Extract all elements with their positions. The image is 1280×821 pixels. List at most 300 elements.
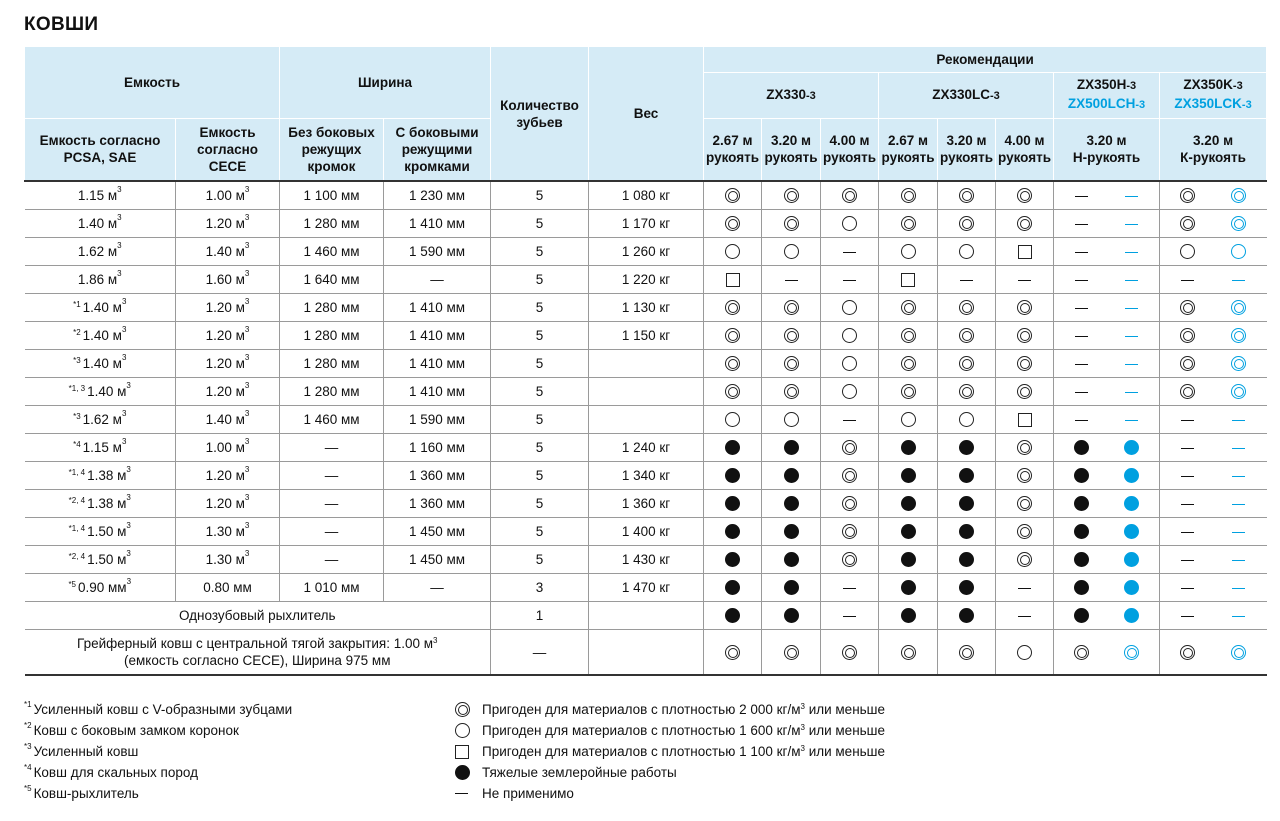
symbol-double-icon [1231,216,1246,231]
symbol-dash-icon [843,420,856,422]
table-row [25,350,1267,378]
width-no-side-cell: 1 460 мм [280,406,384,434]
cap-cece-cell [176,210,280,238]
cap-cece-value: 1.20 м [205,356,245,371]
footnote-mark: *1 [24,700,32,709]
symbol-open-icon [842,328,857,343]
rec-pair-cell [1054,266,1160,294]
symbol-dash-icon [1232,616,1245,618]
rec-cell [996,294,1054,322]
symbol-dash-icon [1232,504,1245,506]
rec-cell [762,518,821,546]
symbol-dash-icon [843,280,856,282]
superscript: 3 [244,409,250,418]
symbol-dash-icon [1075,280,1088,282]
rec-cell [996,406,1054,434]
weight-cell [589,630,704,676]
header-cap-pcsa: Емкость согласно PCSA, SAE [25,118,176,181]
rec-cell [821,378,879,406]
footnote-mark: *2 [73,328,81,337]
legend-item [455,783,885,804]
symbol-filled-icon [725,552,740,567]
weight-cell [589,378,704,406]
symbol-double-icon [901,356,916,371]
weight-cell: 1 470 кг [589,574,704,602]
width-side-cell: 1 450 мм [384,546,491,574]
rec-cell [938,322,996,350]
superscript: 3 [117,213,122,222]
weight-cell: 1 240 кг [589,434,704,462]
symbol-filled-icon [1124,440,1139,455]
table-row [25,574,1267,602]
table-row [25,518,1267,546]
rec-cell [821,630,879,676]
rec-pair-cell [1160,630,1267,676]
superscript: 3 [117,185,122,194]
symbol-double-icon [1017,496,1032,511]
symbol-filled-icon [725,524,740,539]
symbol-dash-icon [1181,504,1194,506]
symbol-open-icon [1231,244,1246,259]
symbol-open-icon [725,412,740,427]
symbol-open-icon [1017,645,1032,660]
symbol-filled-icon [1074,440,1089,455]
cap-cece-value: 1.30 м [205,524,245,539]
teeth-cell: 5 [491,378,589,406]
cap-pcsa-cell [25,462,176,490]
legend-label: Пригоден для материалов с плотностью 1 600 кг/м [482,723,801,738]
symbol-double-icon [842,645,857,660]
rec-cell [704,378,762,406]
symbol-double-icon [784,300,799,315]
cap-cece-cell [176,546,280,574]
symbol-double-icon [842,468,857,483]
symbol-filled-icon [959,440,974,455]
teeth-cell: 5 [491,266,589,294]
cap-pcsa-value: 1.15 м [82,440,122,455]
symbol-square-icon [1018,413,1032,427]
cap-pcsa-cell [25,238,176,266]
cap-pcsa-value: 1.62 м [82,412,122,427]
rec-cell [879,574,938,602]
footnote-text: Ковш-рыхлитель [33,786,139,801]
buckets-table [24,47,1267,676]
symbol-filled-icon [1124,608,1139,623]
symbol-dash-icon [1075,252,1088,254]
width-no-side-cell: 1 010 мм [280,574,384,602]
symbol-double-icon [842,524,857,539]
symbol-dash-icon [1181,448,1194,450]
rec-pair-cell [1160,350,1267,378]
symbol-filled-icon [901,608,916,623]
symbol-double-icon [1231,188,1246,203]
symbol-dash-icon [1075,196,1088,198]
header-width: Ширина [280,47,491,118]
symbol-double-icon [1180,328,1195,343]
superscript: 3 [244,521,250,530]
symbol-double-icon [901,300,916,315]
symbol-dash-icon [1181,588,1194,590]
symbol-double-icon [725,188,740,203]
rec-cell [762,630,821,676]
header-arm-267: 2.67 м рукоять [704,118,762,181]
cap-cece-value: 1.20 м [205,496,245,511]
superscript: 3 [244,269,250,278]
symbol-double-icon [1017,216,1032,231]
symbol-filled-icon [1074,580,1089,595]
teeth-cell: 5 [491,210,589,238]
header-k-arm: 3.20 м К-рукоять [1160,118,1267,181]
superscript: 3 [121,297,127,306]
cap-cece-cell [176,406,280,434]
teeth-cell: 5 [491,462,589,490]
footnote-mark: *1 [73,300,81,309]
width-side-cell: 1 590 мм [384,406,491,434]
symbol-dash-icon [960,280,973,282]
table-row [25,490,1267,518]
symbol-dash-icon [785,280,798,282]
legend-tail: или меньше [804,702,886,717]
rec-pair-cell [1054,630,1160,676]
rec-cell [821,602,879,630]
symbol-dash-icon [1181,280,1194,282]
symbol-double-icon [1180,300,1195,315]
symbol-double-icon [1180,188,1195,203]
width-no-side-cell: 1 280 мм [280,294,384,322]
symbol-open-icon [842,356,857,371]
footnote-item [24,783,292,804]
cap-pcsa-value: 1.38 м [87,468,127,483]
rec-cell [996,238,1054,266]
symbol-dash-icon [1125,364,1138,366]
rec-pair-cell [1160,462,1267,490]
rec-cell [938,266,996,294]
symbol-filled-icon [784,580,799,595]
header-cap-cece: Емкость согласно CECE [176,118,280,181]
superscript: 3 [244,437,250,446]
symbol-dash-icon [1125,224,1138,226]
symbol-filled-icon [1124,580,1139,595]
ripper-label: Однозубовый рыхлитель [25,602,491,630]
width-no-side-cell: 1 280 мм [280,322,384,350]
width-side-cell: 1 590 мм [384,238,491,266]
rec-cell [821,238,879,266]
rec-cell [704,546,762,574]
cap-pcsa-value: 1.40 м [87,384,127,399]
superscript: 3 [244,185,250,194]
rec-pair-cell [1054,238,1160,266]
weight-cell: 1 220 кг [589,266,704,294]
rec-cell [704,294,762,322]
weight-cell: 1 360 кг [589,490,704,518]
rec-pair-cell [1160,434,1267,462]
footnote-mark: *3 [73,356,81,365]
rec-cell [879,322,938,350]
rec-cell [879,266,938,294]
width-no-side-cell: 1 280 мм [280,210,384,238]
rec-cell [996,574,1054,602]
symbol-double-icon [1017,440,1032,455]
legend-text [482,741,885,762]
header-model-zx350h: ZX350H-3 ZX500LCH-3 [1054,72,1160,118]
symbol-square-icon [1018,245,1032,259]
footnote-text: Усиленный ковш с V-образными зубцами [33,702,293,717]
superscript: 3 [126,521,131,530]
header-h-arm: 3.20 м Н-рукоять [1054,118,1160,181]
header-recommendations: Рекомендации [704,47,1267,72]
rec-cell [821,350,879,378]
rec-cell [821,462,879,490]
header-teeth: Количество зубьев [491,47,589,181]
symbol-double-icon [1017,300,1032,315]
rec-pair-cell [1054,462,1160,490]
rec-pair-cell [1160,546,1267,574]
rec-cell [996,181,1054,210]
rec-cell [879,602,938,630]
rec-cell [938,294,996,322]
footnote-mark: *1, 3 [68,384,86,393]
symbol-double-icon [959,216,974,231]
cap-cece-value: 1.60 м [205,272,245,287]
symbol-dash-icon [1232,476,1245,478]
symbol-open-icon [959,412,974,427]
superscript: 3 [244,213,250,222]
symbol-double-icon [959,356,974,371]
cap-pcsa-value: 1.50 м [87,552,127,567]
symbol-dash-icon [455,793,468,795]
rec-pair-cell [1054,294,1160,322]
rec-cell [762,294,821,322]
table-row [25,378,1267,406]
cap-pcsa-cell [25,574,176,602]
cap-cece-cell [176,574,280,602]
cap-cece-value: 1.00 м [205,440,245,455]
rec-pair-cell [1160,518,1267,546]
symbol-dash-icon [1125,196,1138,198]
symbol-dash-icon [1075,420,1088,422]
symbol-double-icon [1017,384,1032,399]
footnote-mark: *3 [24,742,32,751]
symbol-filled-icon [1124,552,1139,567]
rec-cell [762,574,821,602]
cap-pcsa-value: 1.38 м [87,496,127,511]
rec-cell [821,294,879,322]
cap-cece-value: 1.20 м [205,300,245,315]
rec-cell [821,266,879,294]
rec-pair-cell [1160,602,1267,630]
symbol-filled-icon [725,496,740,511]
rec-cell [821,518,879,546]
footnotes-list [24,699,292,804]
symbol-filled-icon [959,524,974,539]
rec-cell [938,210,996,238]
legend-item [455,762,885,783]
symbol-filled-icon [725,440,740,455]
rec-cell [762,546,821,574]
rec-cell [821,181,879,210]
rec-cell [996,350,1054,378]
rec-cell [704,322,762,350]
symbol-dash-icon [1125,420,1138,422]
rec-cell [704,238,762,266]
width-no-side-cell: 1 460 мм [280,238,384,266]
width-no-side-cell: 1 100 мм [280,181,384,210]
rec-cell [938,518,996,546]
rec-cell [821,574,879,602]
header-arm-400: 4.00 м рукоять [821,118,879,181]
legend-item [455,699,885,720]
rec-cell [879,630,938,676]
weight-cell [589,602,704,630]
footnote-mark: *5 [68,580,76,589]
symbol-dash-icon [1018,616,1031,618]
rec-cell [996,378,1054,406]
symbol-open-icon [784,244,799,259]
cap-pcsa-value: 0.90 мм [78,580,127,595]
teeth-cell: 5 [491,406,589,434]
header-width-no-side: Без боковых режущих кромок [280,118,384,181]
symbol-double-icon [1231,328,1246,343]
symbol-open-icon [784,412,799,427]
legend-label: Тяжелые землеройные работы [482,765,677,780]
rec-cell [821,406,879,434]
superscript: 3 [121,325,127,334]
legend-label: Не применимо [482,786,574,801]
rec-pair-cell [1160,378,1267,406]
teeth-cell: 5 [491,238,589,266]
rec-cell [938,630,996,676]
width-no-side-cell: — [280,490,384,518]
symbol-double-icon [784,356,799,371]
symbol-double-icon [1231,356,1246,371]
header-model-zx330lc: ZX330LC-3 [879,72,1054,118]
cap-pcsa-cell [25,434,176,462]
legend-item [455,720,885,741]
rec-cell [996,434,1054,462]
table-body [25,181,1267,675]
rec-cell [704,490,762,518]
symbol-double-icon [959,645,974,660]
superscript: 3 [121,437,127,446]
rec-cell [938,181,996,210]
symbol-filled-icon [1124,468,1139,483]
teeth-cell: 3 [491,574,589,602]
rec-cell [938,238,996,266]
legend-item [455,741,885,762]
table-row [25,322,1267,350]
symbol-filled-icon [455,765,470,780]
symbol-open-icon [842,384,857,399]
symbol-dash-icon [1075,336,1088,338]
superscript: 3 [121,409,127,418]
width-no-side-cell: 1 280 мм [280,350,384,378]
footnote-mark: *5 [24,784,32,793]
symbol-square-icon [726,273,740,287]
symbol-double-icon [725,384,740,399]
teeth-cell: 5 [491,490,589,518]
width-no-side-cell: 1 280 мм [280,378,384,406]
superscript: 3 [126,549,131,558]
table-row [25,238,1267,266]
cap-cece-cell [176,322,280,350]
symbol-dash-icon [1125,392,1138,394]
symbol-double-icon [725,216,740,231]
rec-cell [996,518,1054,546]
symbol-filled-icon [784,608,799,623]
symbol-square-icon [455,745,469,759]
symbol-double-icon [784,328,799,343]
table-row-clamshell [25,630,1267,676]
footnote-text: Ковш для скальных пород [33,765,198,780]
cap-pcsa-value: 1.86 м [77,272,118,287]
footnote-mark: *4 [24,763,32,772]
rec-cell [821,434,879,462]
table-row [25,294,1267,322]
weight-cell: 1 080 кг [589,181,704,210]
rec-cell [821,546,879,574]
symbol-dash-icon [1075,364,1088,366]
superscript: 3 [126,493,131,502]
rec-cell [762,434,821,462]
rec-cell [704,266,762,294]
weight-cell [589,350,704,378]
symbol-dash-icon [1018,280,1031,282]
width-side-cell: 1 360 мм [384,462,491,490]
legend-label: Пригоден для материалов с плотностью 2 000 кг/м [482,702,801,717]
rec-cell [879,406,938,434]
rec-cell [762,406,821,434]
cap-pcsa-cell [25,294,176,322]
cap-cece-value: 1.40 м [205,412,245,427]
header-arm-320: 3.20 м рукоять [938,118,996,181]
symbol-dash-icon [1075,224,1088,226]
symbol-filled-icon [901,468,916,483]
symbol-double-icon [1231,384,1246,399]
cap-pcsa-value: 1.50 м [87,524,127,539]
rec-pair-cell [1160,238,1267,266]
symbol-dash-icon [1181,476,1194,478]
superscript: 3 [800,723,805,732]
teeth-cell: 5 [491,434,589,462]
superscript: 3 [117,269,122,278]
width-side-cell: 1 410 мм [384,378,491,406]
footnote-mark: *1, 4 [68,524,86,533]
rec-cell [762,378,821,406]
rec-cell [879,546,938,574]
rec-cell [879,238,938,266]
rec-pair-cell [1054,322,1160,350]
symbol-dash-icon [1232,420,1245,422]
width-side-cell: 1 360 мм [384,490,491,518]
rec-cell [938,574,996,602]
symbol-filled-icon [959,608,974,623]
cap-cece-value: 1.40 м [205,244,245,259]
cap-pcsa-cell [25,322,176,350]
page-title: КОВШИ [24,14,99,35]
symbol-open-icon [1180,244,1195,259]
symbol-filled-icon [959,468,974,483]
footnote-mark: *2, 4 [68,496,86,505]
symbol-filled-icon [901,496,916,511]
cap-pcsa-cell [25,266,176,294]
rec-cell [762,322,821,350]
symbol-open-icon [842,216,857,231]
header-arm-267: 2.67 м рукоять [879,118,938,181]
rec-pair-cell [1160,181,1267,210]
symbol-double-icon [959,188,974,203]
symbol-double-icon [1231,645,1246,660]
rec-cell [704,210,762,238]
